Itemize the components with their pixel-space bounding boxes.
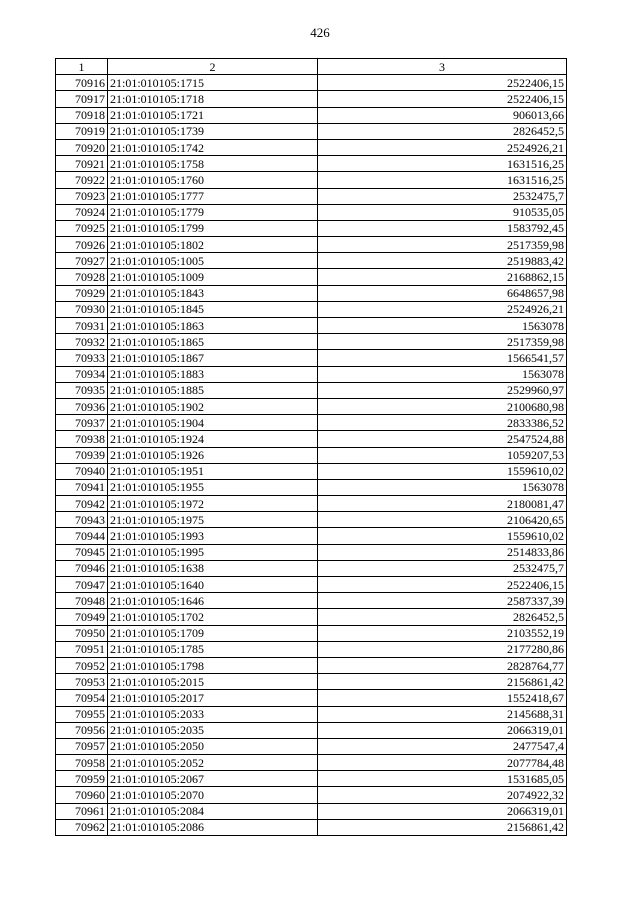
cadastral-number-cell: 21:01:010105:2070 <box>108 787 318 803</box>
value-cell: 2828764,77 <box>318 657 567 673</box>
value-cell: 1583792,45 <box>318 220 567 236</box>
table-row <box>56 253 567 269</box>
table-row <box>56 172 567 188</box>
cadastral-number-cell: 21:01:010105:1993 <box>108 528 318 544</box>
value-cell: 2524926,21 <box>318 139 567 155</box>
cadastral-number-cell: 21:01:010105:1785 <box>108 641 318 657</box>
row-number-cell: 70942 <box>56 496 108 512</box>
table-row <box>56 350 567 366</box>
cadastral-number-cell: 21:01:010105:1718 <box>108 91 318 107</box>
cadastral-number-cell: 21:01:010105:2033 <box>108 706 318 722</box>
value-cell: 2077784,48 <box>318 755 567 771</box>
row-number-cell: 70925 <box>56 220 108 236</box>
table-row <box>56 237 567 253</box>
table-row <box>56 447 567 463</box>
cadastral-number-cell: 21:01:010105:2084 <box>108 803 318 819</box>
header-row <box>56 59 567 75</box>
value-cell: 2177280,86 <box>318 641 567 657</box>
row-number-cell: 70929 <box>56 285 108 301</box>
row-number-cell: 70931 <box>56 318 108 334</box>
value-cell: 906013,66 <box>318 107 567 123</box>
table-row <box>56 544 567 560</box>
row-number-cell: 70918 <box>56 107 108 123</box>
cadastral-number-cell: 21:01:010105:1867 <box>108 350 318 366</box>
value-cell: 2517359,98 <box>318 237 567 253</box>
value-cell: 1531685,05 <box>318 771 567 787</box>
row-number-cell: 70944 <box>56 528 108 544</box>
cadastral-number-cell: 21:01:010105:1975 <box>108 512 318 528</box>
value-cell: 2066319,01 <box>318 722 567 738</box>
row-number-cell: 70954 <box>56 690 108 706</box>
row-number-cell: 70920 <box>56 139 108 155</box>
cadastral-number-cell: 21:01:010105:1885 <box>108 382 318 398</box>
table-row <box>56 593 567 609</box>
cadastral-number-cell: 21:01:010105:1739 <box>108 123 318 139</box>
cadastral-number-cell: 21:01:010105:1005 <box>108 253 318 269</box>
row-number-cell: 70936 <box>56 398 108 414</box>
cadastral-number-cell: 21:01:010105:1715 <box>108 75 318 91</box>
table-row <box>56 285 567 301</box>
table-row <box>56 706 567 722</box>
cadastral-number-cell: 21:01:010105:1638 <box>108 560 318 576</box>
page-number: 426 <box>310 25 330 40</box>
cadastral-number-cell: 21:01:010105:1926 <box>108 447 318 463</box>
table-row <box>56 609 567 625</box>
table-row <box>56 318 567 334</box>
table-row <box>56 819 567 835</box>
cadastral-number-cell: 21:01:010105:1955 <box>108 479 318 495</box>
row-number-cell: 70922 <box>56 172 108 188</box>
cadastral-number-cell: 21:01:010105:1951 <box>108 463 318 479</box>
value-cell: 2524926,21 <box>318 301 567 317</box>
row-number-cell: 70961 <box>56 803 108 819</box>
value-cell: 2156861,42 <box>318 674 567 690</box>
cadastral-number-cell: 21:01:010105:1721 <box>108 107 318 123</box>
row-number-cell: 70955 <box>56 706 108 722</box>
value-cell: 1059207,53 <box>318 447 567 463</box>
table-row <box>56 512 567 528</box>
row-number-cell: 70948 <box>56 593 108 609</box>
row-number-cell: 70949 <box>56 609 108 625</box>
value-cell: 1563078 <box>318 366 567 382</box>
row-number-cell: 70959 <box>56 771 108 787</box>
table-row <box>56 188 567 204</box>
cadastral-number-cell: 21:01:010105:1902 <box>108 398 318 414</box>
cadastral-number-cell: 21:01:010105:1863 <box>108 318 318 334</box>
cadastral-number-cell: 21:01:010105:1883 <box>108 366 318 382</box>
row-number-cell: 70940 <box>56 463 108 479</box>
table-row <box>56 803 567 819</box>
column-header-3: 3 <box>318 59 567 75</box>
cadastral-number-cell: 21:01:010105:1758 <box>108 156 318 172</box>
row-number-cell: 70943 <box>56 512 108 528</box>
row-number-cell: 70924 <box>56 204 108 220</box>
value-cell: 2180081,47 <box>318 496 567 512</box>
table-row <box>56 479 567 495</box>
row-number-cell: 70938 <box>56 431 108 447</box>
row-number-cell: 70927 <box>56 253 108 269</box>
table-row <box>56 91 567 107</box>
value-cell: 2522406,15 <box>318 577 567 593</box>
cadastral-number-cell: 21:01:010105:1865 <box>108 334 318 350</box>
table-row <box>56 560 567 576</box>
value-cell: 2532475,7 <box>318 560 567 576</box>
value-cell: 2532475,7 <box>318 188 567 204</box>
value-cell: 2529960,97 <box>318 382 567 398</box>
table-row <box>56 674 567 690</box>
value-cell: 1559610,02 <box>318 463 567 479</box>
value-cell: 2826452,5 <box>318 609 567 625</box>
column-header-1: 1 <box>56 59 108 75</box>
cadastral-number-cell: 21:01:010105:1802 <box>108 237 318 253</box>
value-cell: 2587337,39 <box>318 593 567 609</box>
table-row <box>56 755 567 771</box>
row-number-cell: 70960 <box>56 787 108 803</box>
table-row <box>56 269 567 285</box>
cadastral-number-cell: 21:01:010105:1972 <box>108 496 318 512</box>
value-cell: 2106420,65 <box>318 512 567 528</box>
row-number-cell: 70935 <box>56 382 108 398</box>
value-cell: 2100680,98 <box>318 398 567 414</box>
cadastral-number-cell: 21:01:010105:2050 <box>108 738 318 754</box>
cadastral-number-cell: 21:01:010105:1640 <box>108 577 318 593</box>
cadastral-number-cell: 21:01:010105:1798 <box>108 657 318 673</box>
value-cell: 2547524,88 <box>318 431 567 447</box>
table-row <box>56 382 567 398</box>
cadastral-number-cell: 21:01:010105:1702 <box>108 609 318 625</box>
row-number-cell: 70952 <box>56 657 108 673</box>
table-row <box>56 641 567 657</box>
value-cell: 2074922,32 <box>318 787 567 803</box>
table-row <box>56 75 567 91</box>
row-number-cell: 70930 <box>56 301 108 317</box>
cadastral-number-cell: 21:01:010105:1777 <box>108 188 318 204</box>
data-table <box>55 58 567 836</box>
table-row <box>56 690 567 706</box>
table-row <box>56 577 567 593</box>
row-number-cell: 70917 <box>56 91 108 107</box>
cadastral-number-cell: 21:01:010105:1742 <box>108 139 318 155</box>
cadastral-number-cell: 21:01:010105:2015 <box>108 674 318 690</box>
row-number-cell: 70951 <box>56 641 108 657</box>
row-number-cell: 70953 <box>56 674 108 690</box>
value-cell: 2145688,31 <box>318 706 567 722</box>
value-cell: 1566541,57 <box>318 350 567 366</box>
table-row <box>56 771 567 787</box>
table-row <box>56 625 567 641</box>
row-number-cell: 70916 <box>56 75 108 91</box>
row-number-cell: 70962 <box>56 819 108 835</box>
row-number-cell: 70934 <box>56 366 108 382</box>
cadastral-number-cell: 21:01:010105:1995 <box>108 544 318 560</box>
value-cell: 1631516,25 <box>318 172 567 188</box>
row-number-cell: 70937 <box>56 415 108 431</box>
value-cell: 2103552,19 <box>318 625 567 641</box>
value-cell: 1559610,02 <box>318 528 567 544</box>
cadastral-number-cell: 21:01:010105:2052 <box>108 755 318 771</box>
table-row <box>56 334 567 350</box>
value-cell: 2156861,42 <box>318 819 567 835</box>
cadastral-number-cell: 21:01:010105:1904 <box>108 415 318 431</box>
value-cell: 2519883,42 <box>318 253 567 269</box>
table-row <box>56 123 567 139</box>
table-row <box>56 220 567 236</box>
cadastral-number-cell: 21:01:010105:2035 <box>108 722 318 738</box>
cadastral-number-cell: 21:01:010105:1924 <box>108 431 318 447</box>
value-cell: 2833386,52 <box>318 415 567 431</box>
cadastral-number-cell: 21:01:010105:2067 <box>108 771 318 787</box>
row-number-cell: 70932 <box>56 334 108 350</box>
table-row <box>56 463 567 479</box>
value-cell: 2168862,15 <box>318 269 567 285</box>
cadastral-number-cell: 21:01:010105:1799 <box>108 220 318 236</box>
row-number-cell: 70919 <box>56 123 108 139</box>
cadastral-number-cell: 21:01:010105:1779 <box>108 204 318 220</box>
value-cell: 1563078 <box>318 318 567 334</box>
table-row <box>56 107 567 123</box>
row-number-cell: 70933 <box>56 350 108 366</box>
row-number-cell: 70947 <box>56 577 108 593</box>
table-row <box>56 204 567 220</box>
table-header <box>56 59 567 75</box>
table-row <box>56 496 567 512</box>
value-cell: 2522406,15 <box>318 75 567 91</box>
cadastral-number-cell: 21:01:010105:2017 <box>108 690 318 706</box>
table-row <box>56 139 567 155</box>
table-row <box>56 738 567 754</box>
value-cell: 2477547,4 <box>318 738 567 754</box>
value-cell: 2514833,86 <box>318 544 567 560</box>
row-number-cell: 70957 <box>56 738 108 754</box>
row-number-cell: 70945 <box>56 544 108 560</box>
value-cell: 2517359,98 <box>318 334 567 350</box>
row-number-cell: 70928 <box>56 269 108 285</box>
value-cell: 6648657,98 <box>318 285 567 301</box>
cadastral-number-cell: 21:01:010105:2086 <box>108 819 318 835</box>
table-row <box>56 657 567 673</box>
row-number-cell: 70926 <box>56 237 108 253</box>
cadastral-number-cell: 21:01:010105:1845 <box>108 301 318 317</box>
row-number-cell: 70950 <box>56 625 108 641</box>
row-number-cell: 70956 <box>56 722 108 738</box>
cadastral-number-cell: 21:01:010105:1843 <box>108 285 318 301</box>
table-body <box>56 75 567 836</box>
value-cell: 2522406,15 <box>318 91 567 107</box>
column-header-2: 2 <box>108 59 318 75</box>
value-cell: 2066319,01 <box>318 803 567 819</box>
table-row <box>56 301 567 317</box>
cadastral-number-cell: 21:01:010105:1646 <box>108 593 318 609</box>
table-row <box>56 156 567 172</box>
row-number-cell: 70923 <box>56 188 108 204</box>
row-number-cell: 70941 <box>56 479 108 495</box>
table-row <box>56 528 567 544</box>
table-row <box>56 415 567 431</box>
table-row <box>56 787 567 803</box>
cadastral-number-cell: 21:01:010105:1760 <box>108 172 318 188</box>
row-number-cell: 70958 <box>56 755 108 771</box>
value-cell: 1563078 <box>318 479 567 495</box>
value-cell: 910535,05 <box>318 204 567 220</box>
table-row <box>56 722 567 738</box>
value-cell: 1552418,67 <box>318 690 567 706</box>
row-number-cell: 70946 <box>56 560 108 576</box>
value-cell: 2826452,5 <box>318 123 567 139</box>
table-row <box>56 366 567 382</box>
table-row <box>56 431 567 447</box>
cadastral-number-cell: 21:01:010105:1009 <box>108 269 318 285</box>
row-number-cell: 70921 <box>56 156 108 172</box>
row-number-cell: 70939 <box>56 447 108 463</box>
cadastral-number-cell: 21:01:010105:1709 <box>108 625 318 641</box>
value-cell: 1631516,25 <box>318 156 567 172</box>
table-row <box>56 398 567 414</box>
